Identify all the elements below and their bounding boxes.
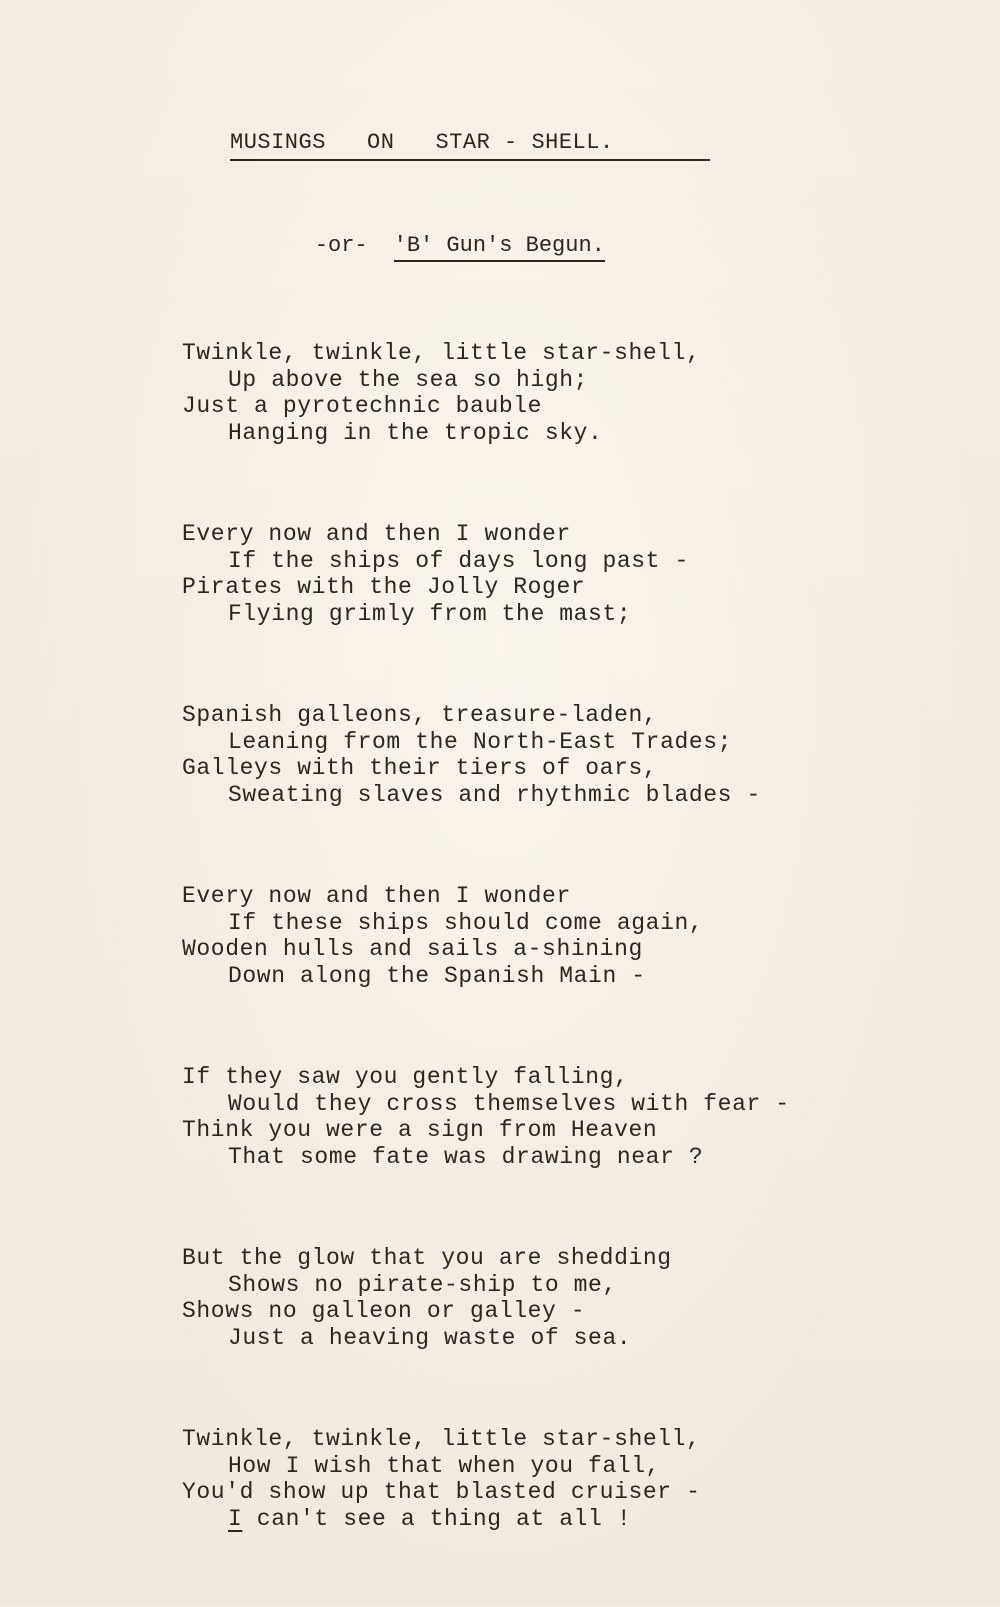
stanza-line: Twinkle, twinkle, little star-shell, [182, 340, 701, 366]
subtitle-prefix: -or- [314, 233, 368, 258]
stanza-line-final [182, 1506, 882, 1533]
stanza-line: Just a heaving waste of sea. [228, 1324, 632, 1351]
stanza-line: Sweating slaves and rhythmic blades - [228, 781, 761, 808]
stanza-line: Every now and then I wonder [182, 521, 571, 547]
stanza-6 [182, 1245, 882, 1351]
stanza-line: Think you were a sign from Heaven [182, 1117, 658, 1143]
poem-title: MUSINGS ON STAR - SHELL. [230, 130, 710, 161]
stanza-line: Down along the Spanish Main - [228, 962, 646, 989]
stanza-line: Shows no pirate-ship to me, [228, 1271, 617, 1298]
subtitle-text: 'B' Gun's Begun. [394, 233, 605, 262]
stanza-line: Just a pyrotechnic bauble [182, 393, 543, 419]
stanza-line: Wooden hulls and sails a-shining [182, 936, 643, 962]
stanza-1 [182, 340, 882, 446]
stanza-2 [182, 521, 882, 627]
stanza-line: If these ships should come again, [228, 909, 704, 936]
stanza-7 [182, 1426, 882, 1532]
poem-subtitle [262, 208, 605, 283]
stanza-line: Spanish galleons, treasure-laden, [182, 702, 658, 728]
stanza-line: Shows no galleon or galley - [182, 1298, 586, 1324]
stanza-line: Galleys with their tiers of oars, [182, 755, 658, 781]
stanza-line: Twinkle, twinkle, little star-shell, [182, 1426, 701, 1452]
stanza-3 [182, 702, 882, 808]
stanza-4 [182, 883, 882, 989]
stanza-line: Up above the sea so high; [228, 366, 589, 393]
stanza-line: But the glow that you are shedding [182, 1245, 672, 1271]
stanza-line: That some fate was drawing near ? [228, 1143, 704, 1170]
stanza-line: If the ships of days long past - [228, 547, 689, 574]
stanza-line: Hanging in the tropic sky. [228, 419, 603, 446]
stanza-5 [182, 1064, 882, 1170]
stanza-line: Flying grimly from the mast; [228, 600, 632, 627]
stanza-line: Every now and then I wonder [182, 883, 571, 909]
final-line-text: can't see a thing at all ! [242, 1505, 632, 1532]
stanza-line: Would they cross themselves with fear - [228, 1090, 790, 1117]
stanza-line: Pirates with the Jolly Roger [182, 574, 586, 600]
stanza-line: Leaning from the North-East Trades; [228, 728, 733, 755]
stanza-line: You'd show up that blasted cruiser - [182, 1479, 701, 1505]
emphasized-word: I [228, 1505, 243, 1532]
poem-body [182, 340, 882, 1607]
stanza-line: How I wish that when you fall, [228, 1452, 661, 1479]
stanza-line: If they saw you gently falling, [182, 1064, 629, 1090]
